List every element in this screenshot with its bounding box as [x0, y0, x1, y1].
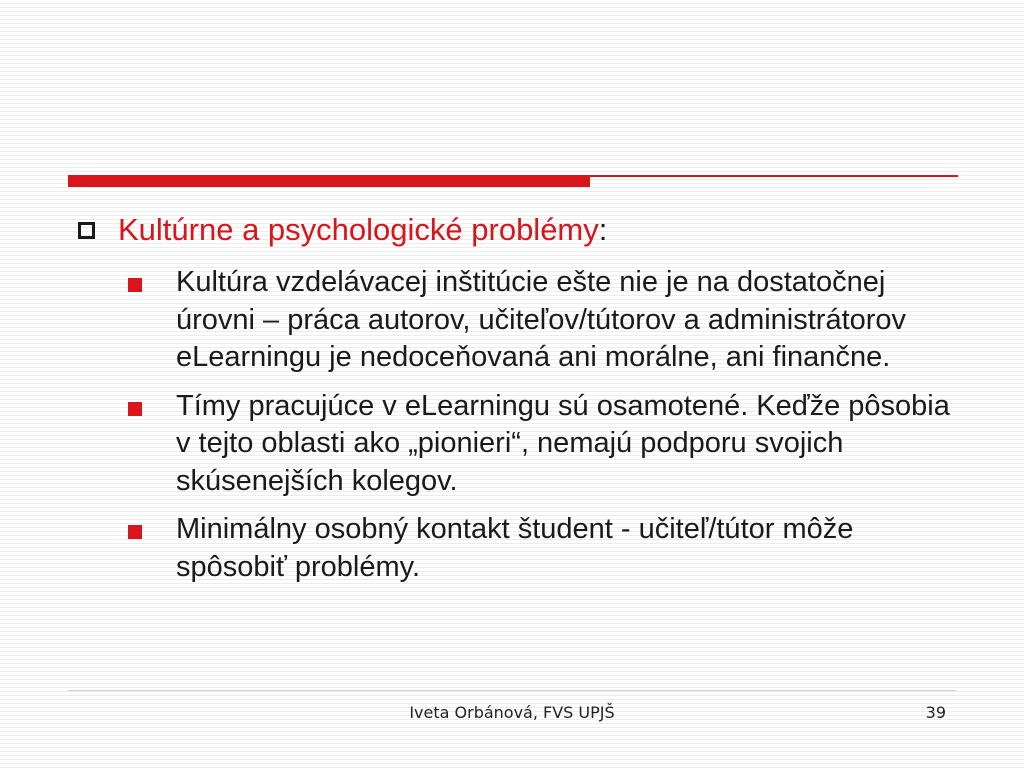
title-rule-thick [68, 175, 590, 187]
bullet-text: Tímy pracujúce v eLearningu sú osamotené. Keďže pôsobia v tejto oblasti ako „pionieri“, nemajú podporu svojich skúsenejších kolegov. [176, 389, 950, 497]
list-item [128, 264, 958, 377]
filled-square-bullet-icon [128, 278, 142, 292]
heading-colon: : [598, 212, 608, 247]
slide-heading [78, 210, 607, 250]
list-item [128, 388, 958, 501]
bullet-text: Minimálny osobný kontakt študent - učiteľ/tútor môže spôsobiť problémy. [176, 513, 854, 583]
bullet-text: Kultúra vzdelávacej inštitúcie ešte nie je na dostatočnej úrovni – práca autorov, učiteľov/tútorov a administrátorov eLearningu je nedoceňovaná ani morálne, ani finančne. [176, 266, 907, 373]
hollow-square-bullet-icon [78, 222, 95, 239]
bullet-list [128, 264, 958, 597]
list-item [128, 511, 958, 586]
footer-author: Iveta Orbánová, FVS UPJŠ [409, 703, 615, 722]
filled-square-bullet-icon [128, 402, 142, 416]
heading-text: Kultúrne a psychologické problémy [118, 212, 599, 247]
filled-square-bullet-icon [128, 525, 142, 539]
title-rule-thin [590, 175, 958, 177]
footer-divider [68, 690, 956, 691]
page-number: 39 [925, 703, 946, 722]
